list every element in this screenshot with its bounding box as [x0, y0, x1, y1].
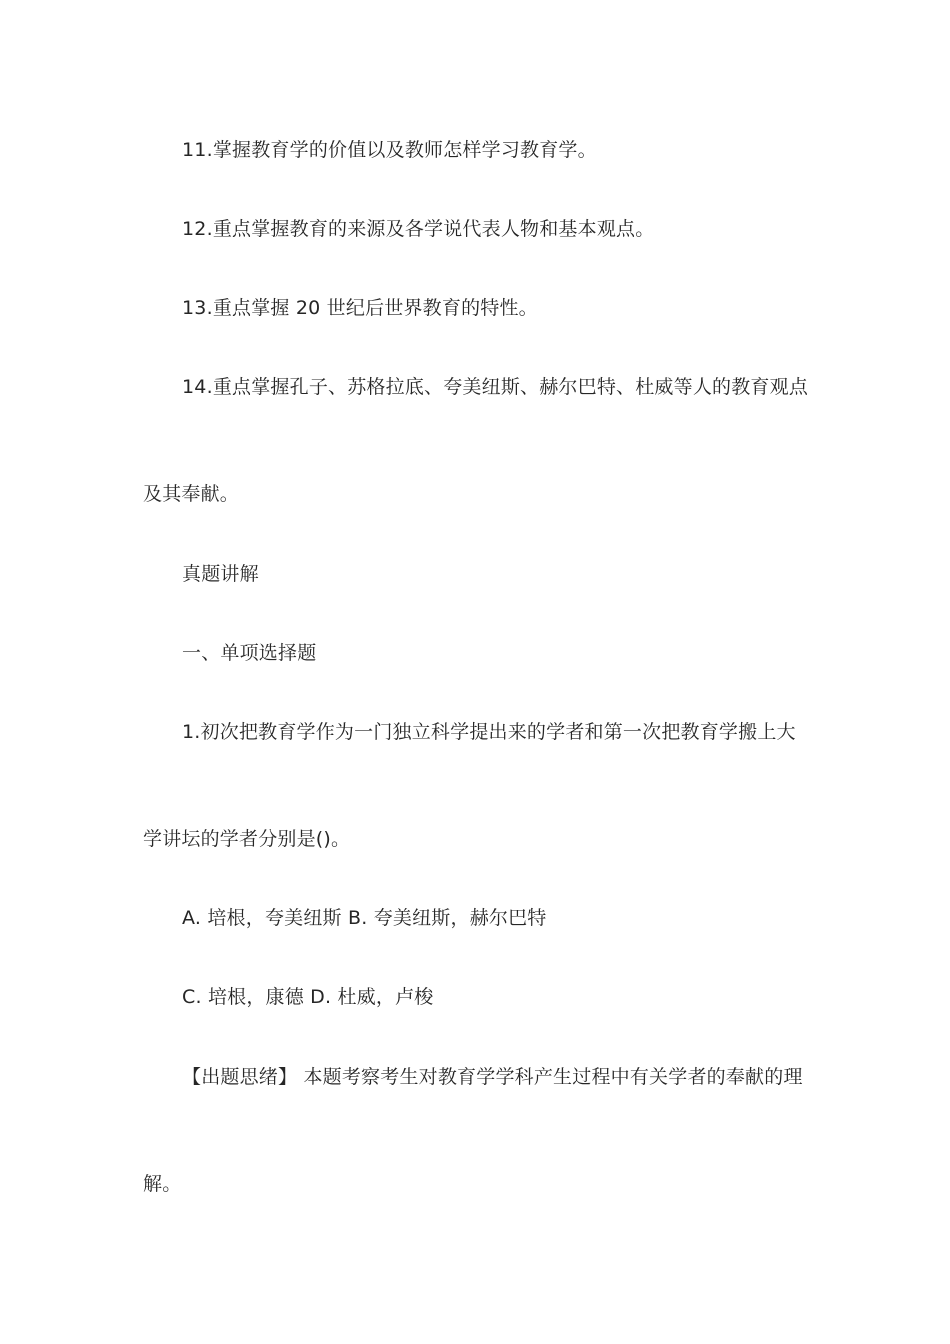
objective-13: 13.重点掌握 20 世纪后世界教育的特性。: [182, 297, 538, 319]
question-1-options-cd: C. 培根，康德 D. 杜威，卢梭: [182, 986, 434, 1008]
objective-12: 12.重点掌握教育的来源及各学说代表人物和基本观点。: [182, 218, 655, 240]
question-rationale: 【出题思绪】 本题考察考生对教育学学科产生过程中有关学者的奉献的理: [182, 1066, 803, 1088]
objective-14: 14.重点掌握孔子、苏格拉底、夸美纽斯、赫尔巴特、杜威等人的教育观点: [182, 376, 809, 398]
question-1-continuation: 学讲坛的学者分别是()。: [143, 828, 351, 850]
question-1-text: 1.初次把教育学作为一门独立科学提出来的学者和第一次把教育学搬上大: [182, 721, 796, 743]
objective-14-continuation: 及其奉献。: [143, 483, 240, 505]
section-heading-exam-questions: 真题讲解: [182, 563, 259, 585]
question-1-options-ab: A. 培根，夸美纽斯 B. 夸美纽斯，赫尔巴特: [182, 907, 547, 929]
question-rationale-continuation: 解。: [143, 1173, 182, 1195]
subsection-heading-single-choice: 一、单项选择题: [182, 642, 317, 664]
objective-11: 11.掌握教育学的价值以及教师怎样学习教育学。: [182, 139, 597, 161]
